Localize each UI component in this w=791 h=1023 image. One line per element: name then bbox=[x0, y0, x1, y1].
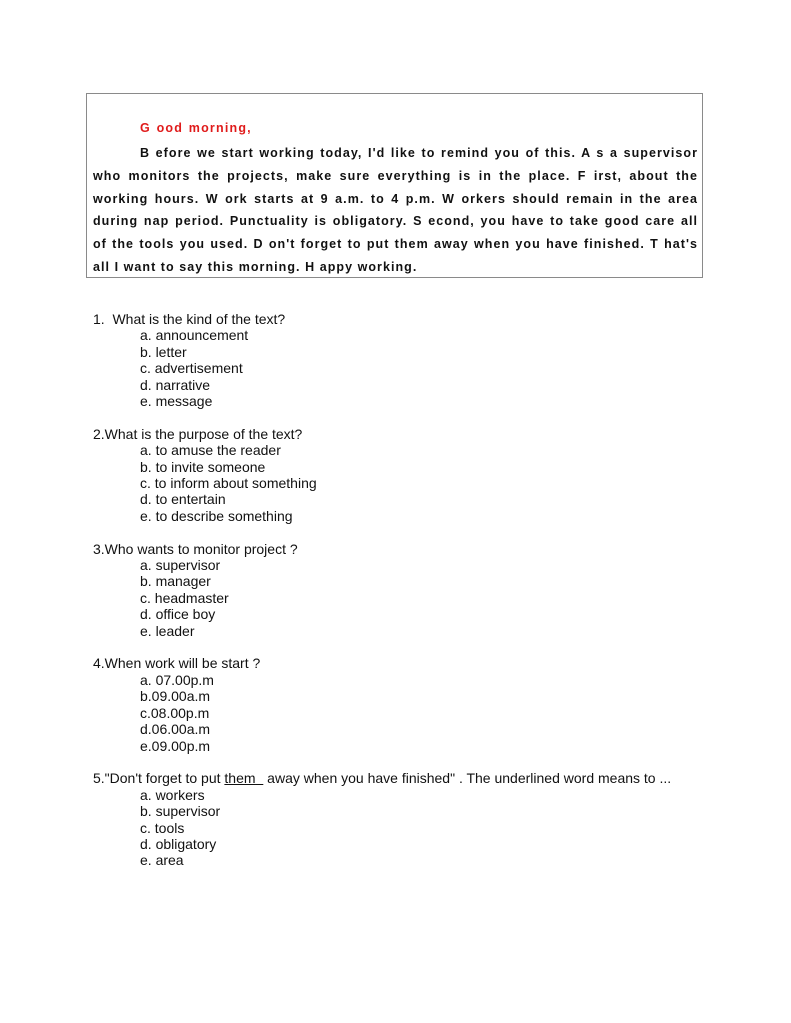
question-prompt: 4.When work will be start ? bbox=[93, 655, 261, 672]
answer-option: b.09.00a.m bbox=[140, 688, 211, 705]
question-2 bbox=[93, 426, 753, 524]
answer-option: e. message bbox=[140, 393, 213, 410]
answer-option: c. headmaster bbox=[140, 589, 229, 606]
answer-option: b. manager bbox=[140, 573, 211, 590]
answer-option: c. advertisement bbox=[140, 360, 243, 377]
answer-options bbox=[93, 672, 753, 754]
answer-option: d. obligatory bbox=[140, 835, 217, 852]
question-5 bbox=[93, 770, 753, 868]
question-4 bbox=[93, 655, 753, 753]
question-1 bbox=[93, 311, 753, 409]
answer-option: d.06.00a.m bbox=[140, 721, 211, 738]
question-prompt bbox=[93, 770, 753, 786]
question-prompt: 2.What is the purpose of the text? bbox=[93, 425, 303, 442]
question-prompt-start: 5."Don't forget to put bbox=[93, 770, 225, 787]
reading-passage: B efore we start working today, I'd like to remind you of this. A s a supervisor who monitors the projects, make sure everything is in the place. F irst, about the working hours. W ork starts at 9 a.m. to 4 p.m. W orkers should remain in the area during nap period. Punctuality is obligatory. S econd, you have to take good care all of the tools you used. D on't forget to put them away when you have finished. T hat's all I want to say this morning. H appy working. bbox=[93, 146, 698, 274]
answer-options bbox=[93, 787, 753, 869]
answer-option: b. supervisor bbox=[140, 803, 221, 820]
underlined-word: them bbox=[224, 770, 256, 787]
question-prompt-end: away when you have finished" . The underlined word means to ... bbox=[263, 770, 672, 787]
answer-option: e. to describe something bbox=[140, 507, 293, 524]
question-3 bbox=[93, 541, 753, 639]
answer-option: c. tools bbox=[140, 819, 185, 836]
answer-options bbox=[93, 442, 753, 524]
answer-option: a. 07.00p.m bbox=[140, 671, 214, 688]
answer-options bbox=[93, 327, 753, 409]
answer-option: d. narrative bbox=[140, 376, 211, 393]
answer-option: a. workers bbox=[140, 786, 205, 803]
answer-options bbox=[93, 557, 753, 639]
answer-option: d. office boy bbox=[140, 606, 216, 623]
answer-option: e. area bbox=[140, 852, 184, 869]
question-prompt: 1. What is the kind of the text? bbox=[93, 311, 286, 327]
question-prompt: 3.Who wants to monitor project ? bbox=[93, 540, 298, 557]
answer-option: d. to entertain bbox=[140, 491, 226, 508]
answer-option: a. announcement bbox=[140, 327, 249, 344]
question-list bbox=[93, 311, 753, 885]
answer-option: a. supervisor bbox=[140, 557, 221, 574]
answer-option: c. to inform about something bbox=[140, 475, 317, 492]
answer-option: b. letter bbox=[140, 343, 187, 360]
answer-option: a. to amuse the reader bbox=[140, 442, 281, 459]
answer-option: e. leader bbox=[140, 622, 195, 639]
answer-option: b. to invite someone bbox=[140, 458, 266, 475]
answer-option: e.09.00p.m bbox=[140, 737, 211, 754]
answer-option: c.08.00p.m bbox=[140, 704, 210, 721]
greeting-text: G ood morning, bbox=[140, 121, 252, 135]
